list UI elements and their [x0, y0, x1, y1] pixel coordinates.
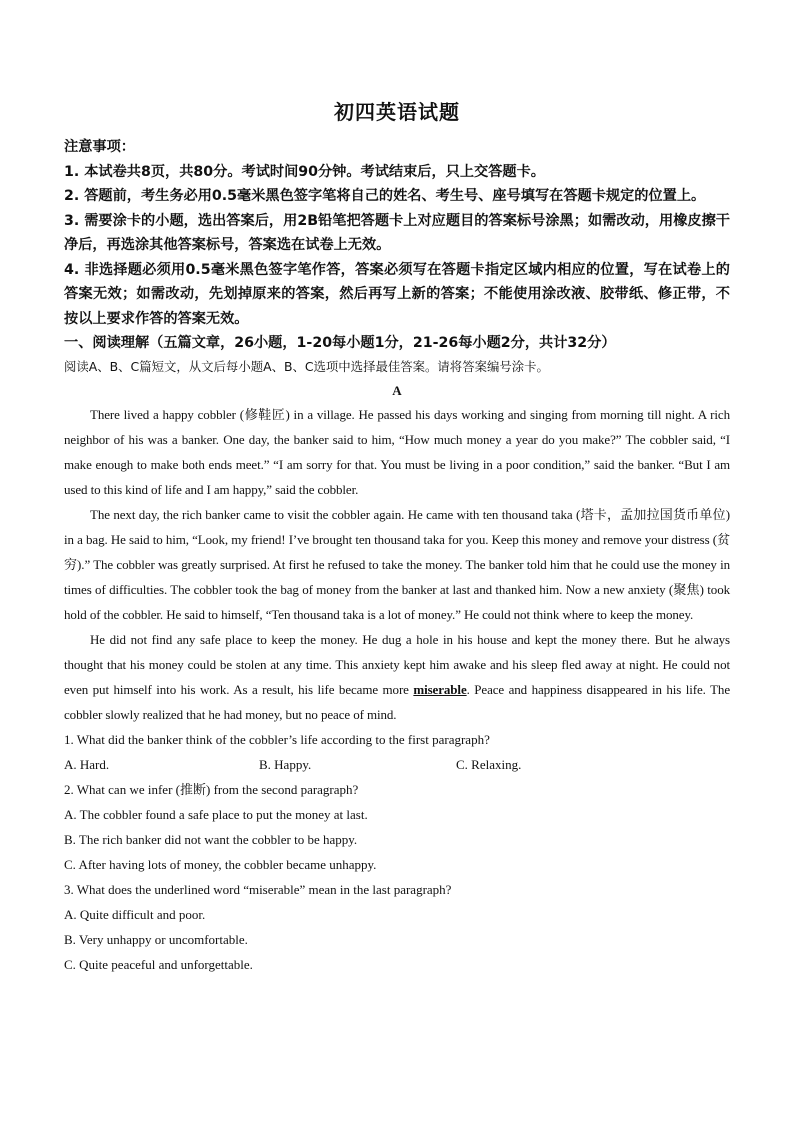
notice-item-3: 3. 需要涂卡的小题，选出答案后，用2B铅笔把答题卡上对应题目的答案标号涂黑；如需改动，用橡皮擦干净后，再选涂其他答案标号，答案选在试卷上无效。 [64, 212, 730, 253]
question-2-option-a: A. The cobbler found a safe place to put the money at last. [64, 806, 368, 822]
notice-item-4: 4. 非选择题必须用0.5毫米黑色签字笔作答，答案必须写在答题卡指定区域内相应的位置，写在试卷上的答案无效；如需改动，先划掉原来的答案，然后再写上新的答案；不能使用涂改液、胶带纸、修正带，不按以上要求作答的答案无效。 [64, 261, 730, 327]
question-1-option-c: C. Relaxing. [456, 756, 522, 772]
passage-paragraph-3 [64, 627, 730, 727]
question-3-option-b: B. Very unhappy or uncomfortable. [64, 931, 248, 947]
question-1-options [64, 752, 730, 777]
question-3-option-a: A. Quite difficult and poor. [64, 906, 206, 922]
notice-item-2: 2. 答题前，考生务必用0.5毫米黑色签字笔将自己的姓名、考生号、座号填写在答题卡规定的位置上。 [64, 188, 706, 204]
question-2-option-c: C. After having lots of money, the cobbler became unhappy. [64, 856, 377, 872]
question-2-option-b: B. The rich banker did not want the cobbler to be happy. [64, 831, 358, 847]
passage-paragraph-1: There lived a happy cobbler (修鞋匠) in a village. He passed his days working and singing from morning till night. A rich neighbor of his was a banker. One day, the banker said to him, “How much money a year do you make?” The cobbler said, “I make enough to make both ends meet.” “I am sorry for that. You must be living in a poor condition,” said the banker. “But I am used to this kind of life and I am happy,” said the cobbler. [64, 406, 730, 497]
underlined-word: miserable [413, 681, 467, 697]
section-instruction: 阅读A、B、C篇短文，从文后每小题A、B、C选项中选择最佳答案。请将答案编号涂卡。 [64, 358, 549, 374]
page-title: 初四英语试题 [334, 100, 460, 124]
passage-paragraph-2: The next day, the rich banker came to visit the cobbler again. He came with ten thousand taka (塔卡，孟加拉国货币单位) in a bag. He said to him, “Look, my friend! I’ve brought ten thousand taka for you. Keep this money and remove your distress (贫穷).” The cobbler was greatly surprised. At first he refused to take the money. The banker told him that he could use the money in times of difficulties. The cobbler took the bag of money from the banker at last and thanked him. Now a new anxiety (聚焦) took hold of the cobbler. He said to himself, “Ten thousand taka is a lot of money.” He could not think where to keep the money. [64, 506, 730, 622]
notice-heading: 注意事项： [64, 139, 135, 155]
paragraph-3-text-end: . Peace and happiness disappeared in his life. The cobbler slowly realized that he had money, but no peace of mind. [64, 681, 731, 722]
question-1-option-b: B. Happy. [259, 756, 312, 772]
notice-item-1: 1. 本试卷共8页，共80分。考试时间90分钟。考试结束后，只上交答题卡。 [64, 163, 545, 180]
exam-page [64, 96, 730, 977]
paragraph-3-text-start: He did not find any safe place to keep the money. He dug a hole in his house and kept the money there. But he always thought that his money could be stolen at any time. This anxiety kept him awake and his sleep fled away at night. He could not even put himself into his work. As a result, his life became more [64, 631, 730, 697]
question-1-option-a: A. Hard. [64, 756, 110, 772]
question-1-stem: 1. What did the banker think of the cobbler’s life according to the first paragraph? [64, 731, 490, 747]
question-3-option-c: C. Quite peaceful and unforgettable. [64, 956, 253, 972]
question-2-stem: 2. What can we infer (推断) from the second paragraph? [64, 781, 359, 797]
section-heading: 一、阅读理解（五篇文章，26小题，1-20每小题1分，21-26每小题2分，共计32分） [64, 335, 616, 351]
question-3-stem: 3. What does the underlined word “miserable” mean in the last paragraph? [64, 881, 452, 897]
passage-label: A [392, 382, 402, 398]
